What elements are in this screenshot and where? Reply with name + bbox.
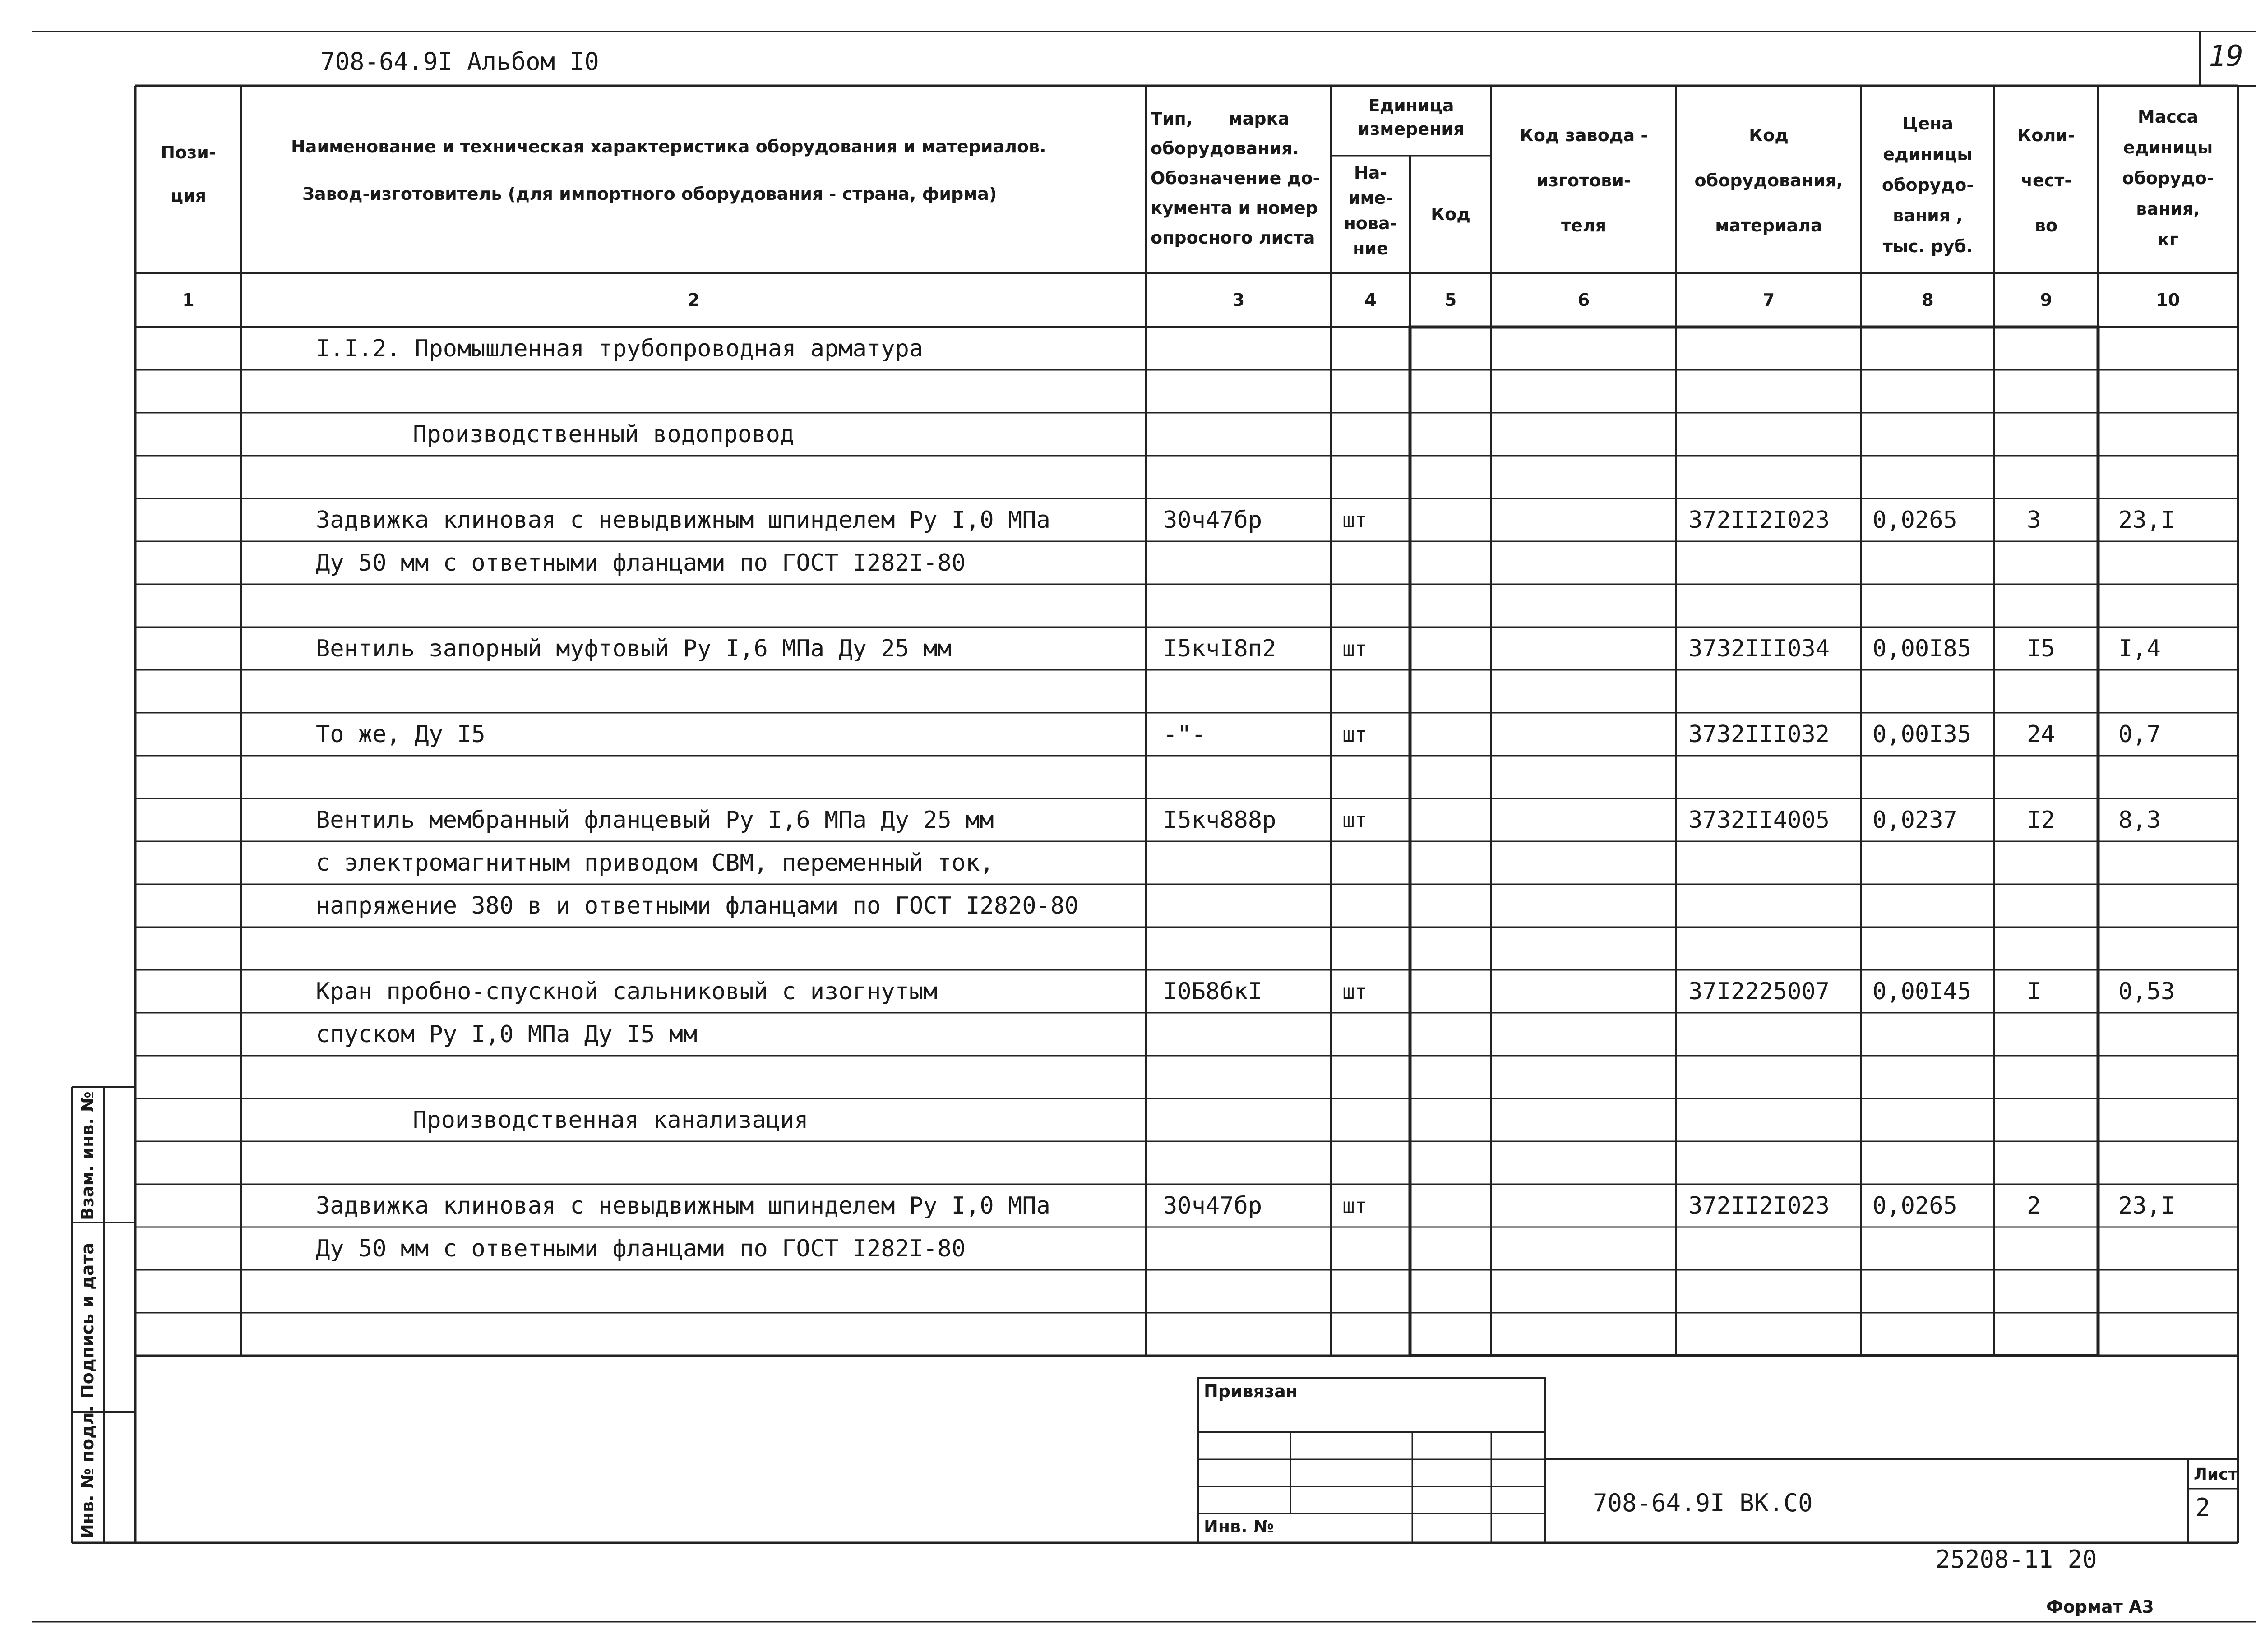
row-quantity — [2027, 756, 2094, 798]
row-price — [1872, 670, 1992, 713]
row-type — [1163, 1098, 1328, 1141]
row-name: Вентиль мембранный фланцевый Ру I,6 МПа Ду 25 мм — [316, 806, 994, 834]
row-type — [1163, 413, 1328, 456]
row-price: 0,0265 — [1872, 1192, 1957, 1219]
row-mass — [2118, 927, 2236, 970]
row-name — [316, 1141, 1205, 1184]
row-unit: шт — [1342, 979, 1368, 1004]
row-quantity — [2027, 1098, 2094, 1141]
row-name: Ду 50 мм с ответными фланцами по ГОСТ I282I-80 — [316, 549, 966, 577]
row-type — [1163, 1141, 1328, 1184]
row-unit: шт — [1342, 808, 1368, 832]
row-type — [1163, 670, 1328, 713]
row-equipment-code — [1688, 327, 1858, 370]
row-type — [1163, 541, 1328, 584]
row-mass — [2118, 670, 2236, 713]
row-price — [1872, 1013, 1992, 1056]
row-type — [1163, 1313, 1328, 1356]
row-type — [1163, 1013, 1328, 1056]
row-price — [1872, 1227, 1992, 1270]
column-number: 1 — [182, 290, 194, 310]
row-quantity: 24 — [2027, 720, 2055, 748]
row-equipment-code — [1688, 841, 1858, 884]
row-price — [1872, 541, 1992, 584]
row-unit — [1342, 884, 1405, 927]
header-equipment-code: Код оборудования, материала — [1694, 125, 1843, 235]
row-quantity: I2 — [2027, 806, 2055, 834]
header-price: Цена единицы оборудо- вания , тыс. руб. — [1882, 114, 1974, 256]
row-price: 0,00I85 — [1872, 635, 1972, 662]
row-unit — [1342, 1098, 1405, 1141]
row-type — [1163, 370, 1328, 413]
row-mass — [2118, 1098, 2236, 1141]
row-quantity — [2027, 370, 2094, 413]
row-quantity — [2027, 670, 2094, 713]
row-unit — [1342, 670, 1405, 713]
row-name: Вентиль запорный муфтовый Ру I,6 МПа Ду 25 мм — [316, 635, 952, 662]
row-name: Задвижка клиновая с невыдвижным шпинделем Ру I,0 МПа — [316, 1192, 1050, 1219]
row-quantity — [2027, 841, 2094, 884]
copy-number: 25208-11 20 — [1936, 1545, 2097, 1574]
row-type: I0Б8бкI — [1163, 978, 1262, 1005]
row-mass — [2118, 884, 2236, 927]
row-name — [316, 370, 1205, 413]
column-number: 9 — [2040, 290, 2053, 310]
row-unit — [1342, 756, 1405, 798]
row-mass — [2118, 413, 2236, 456]
header-quantity: Коли- чест- во — [2017, 125, 2075, 235]
row-equipment-code — [1688, 756, 1858, 798]
row-unit — [1342, 1056, 1405, 1098]
row-equipment-code — [1688, 884, 1858, 927]
row-quantity — [2027, 1227, 2094, 1270]
stamp-privyazan: Привязан — [1204, 1381, 1298, 1401]
row-mass — [2118, 370, 2236, 413]
row-equipment-code — [1688, 927, 1858, 970]
row-name — [316, 456, 1205, 498]
row-mass — [2118, 456, 2236, 498]
row-price — [1872, 1270, 1992, 1313]
row-unit — [1342, 1270, 1405, 1313]
row-mass: I,4 — [2118, 635, 2161, 662]
row-quantity — [2027, 927, 2094, 970]
row-unit — [1342, 1313, 1405, 1356]
row-name — [316, 584, 1205, 627]
column-number: 7 — [1762, 290, 1775, 310]
row-type: 30ч47бр — [1163, 506, 1262, 534]
row-name — [316, 1056, 1205, 1098]
row-price — [1872, 1313, 1992, 1356]
row-mass — [2118, 1270, 2236, 1313]
row-price — [1872, 884, 1992, 927]
row-equipment-code: 3732III034 — [1688, 635, 1830, 662]
column-number: 5 — [1444, 290, 1457, 310]
row-equipment-code: 372II2I023 — [1688, 1192, 1830, 1219]
row-equipment-code: 3732III032 — [1688, 720, 1830, 748]
row-equipment-code — [1688, 370, 1858, 413]
row-unit: шт — [1342, 1193, 1368, 1218]
row-equipment-code — [1688, 456, 1858, 498]
row-price — [1872, 370, 1992, 413]
row-type — [1163, 456, 1328, 498]
row-price — [1872, 1098, 1992, 1141]
row-quantity — [2027, 1270, 2094, 1313]
album-title: 708-64.9I Альбом I0 — [320, 47, 599, 76]
row-equipment-code — [1688, 670, 1858, 713]
row-mass: 23,I — [2118, 506, 2175, 534]
row-name — [316, 756, 1205, 798]
header-name-line1: Наименование и техническая характеристика оборудования и материалов. — [291, 137, 1046, 157]
row-mass — [2118, 1141, 2236, 1184]
row-type — [1163, 884, 1328, 927]
row-unit — [1342, 584, 1405, 627]
stamp-vzam-inv: Взам. инв. № — [78, 1091, 97, 1220]
row-type — [1163, 841, 1328, 884]
row-name: Производственная канализация — [413, 1106, 809, 1134]
row-quantity — [2027, 327, 2094, 370]
row-unit — [1342, 1013, 1405, 1056]
row-type — [1163, 756, 1328, 798]
row-type — [1163, 584, 1328, 627]
row-mass — [2118, 841, 2236, 884]
row-name: Задвижка клиновая с невыдвижным шпинделем Ру I,0 МПа — [316, 506, 1050, 534]
row-quantity — [2027, 1141, 2094, 1184]
row-type — [1163, 1227, 1328, 1270]
column-number: 3 — [1232, 290, 1245, 310]
row-equipment-code — [1688, 1313, 1858, 1356]
row-equipment-code — [1688, 1141, 1858, 1184]
row-price — [1872, 584, 1992, 627]
row-mass — [2118, 756, 2236, 798]
row-unit — [1342, 413, 1405, 456]
stamp-signature-date: Подпись и дата — [78, 1242, 97, 1398]
sheet-number: 19 — [2209, 40, 2244, 73]
row-quantity — [2027, 541, 2094, 584]
row-price — [1872, 841, 1992, 884]
row-unit: шт — [1342, 722, 1368, 747]
row-equipment-code — [1688, 1056, 1858, 1098]
header-unit-group: Единица измерения — [1358, 96, 1465, 139]
row-unit — [1342, 1141, 1405, 1184]
row-price — [1872, 927, 1992, 970]
row-equipment-code — [1688, 1013, 1858, 1056]
row-quantity — [2027, 1056, 2094, 1098]
row-unit — [1342, 327, 1405, 370]
row-unit — [1342, 456, 1405, 498]
row-equipment-code — [1688, 413, 1858, 456]
row-type: I5кч888р — [1163, 806, 1276, 834]
row-type: -"- — [1163, 720, 1206, 748]
document-code: 708-64.9I ВК.С0 — [1593, 1489, 1813, 1517]
row-mass — [2118, 1227, 2236, 1270]
row-mass: 8,3 — [2118, 806, 2161, 834]
row-name: То же, Ду I5 — [316, 720, 485, 748]
row-equipment-code: 3732II4005 — [1688, 806, 1830, 834]
row-equipment-code — [1688, 1227, 1858, 1270]
row-mass: 0,53 — [2118, 978, 2175, 1005]
row-quantity — [2027, 584, 2094, 627]
row-equipment-code: 37I2225007 — [1688, 978, 1830, 1005]
sheet-number-bottom: 2 — [2196, 1493, 2210, 1522]
row-price: 0,0265 — [1872, 506, 1957, 534]
row-mass — [2118, 1313, 2236, 1356]
row-quantity — [2027, 1013, 2094, 1056]
row-quantity: 2 — [2027, 1192, 2041, 1219]
row-equipment-code — [1688, 1098, 1858, 1141]
row-quantity: I5 — [2027, 635, 2055, 662]
header-mass: Масса единицы оборудо- вания, кг — [2122, 107, 2214, 249]
row-name: напряжение 380 в и ответными фланцами по ГОСТ I2820-80 — [316, 892, 1079, 919]
row-equipment-code — [1688, 584, 1858, 627]
stamp-inv-no: Инв. № — [1204, 1517, 1274, 1537]
row-mass — [2118, 1056, 2236, 1098]
row-equipment-code — [1688, 541, 1858, 584]
sheet-label: Лист — [2194, 1465, 2238, 1484]
row-price — [1872, 1056, 1992, 1098]
row-mass — [2118, 327, 2236, 370]
row-price — [1872, 756, 1992, 798]
header-unit-name: На- име- нова- ние — [1344, 163, 1397, 258]
row-unit — [1342, 370, 1405, 413]
row-type: 30ч47бр — [1163, 1192, 1262, 1219]
row-mass — [2118, 1013, 2236, 1056]
row-price — [1872, 327, 1992, 370]
row-quantity — [2027, 456, 2094, 498]
row-unit — [1342, 927, 1405, 970]
paper-format: Формат А3 — [2046, 1597, 2154, 1617]
row-name — [316, 670, 1205, 713]
row-name: Производственный водопровод — [413, 420, 795, 448]
header-unit-code: Код — [1431, 204, 1470, 224]
row-unit: шт — [1342, 508, 1368, 532]
column-number: 6 — [1577, 290, 1590, 310]
row-equipment-code: 372II2I023 — [1688, 506, 1830, 534]
row-name: с электромагнитным приводом СВМ, переменный ток, — [316, 849, 994, 877]
row-price — [1872, 456, 1992, 498]
column-number: 8 — [1922, 290, 1934, 310]
column-number: 4 — [1364, 290, 1377, 310]
row-unit: шт — [1342, 636, 1368, 661]
row-name — [316, 927, 1205, 970]
row-price: 0,00I45 — [1872, 978, 1972, 1005]
row-equipment-code — [1688, 1270, 1858, 1313]
header-type: Тип, марка оборудования. Обозначение до- кумента и номер опросного листа — [1151, 109, 1320, 248]
row-mass: 23,I — [2118, 1192, 2175, 1219]
row-price: 0,0237 — [1872, 806, 1957, 834]
row-name: Кран пробно-спускной сальниковый с изогнутым — [316, 978, 938, 1005]
row-unit — [1342, 541, 1405, 584]
row-name: спуском Ру I,0 МПа Ду I5 мм — [316, 1020, 698, 1048]
row-mass: 0,7 — [2118, 720, 2161, 748]
row-name — [316, 1270, 1205, 1313]
column-number: 2 — [688, 290, 700, 310]
row-name: Ду 50 мм с ответными фланцами по ГОСТ I282I-80 — [316, 1235, 966, 1262]
header-position: Пози- ция — [161, 143, 216, 206]
row-name: I.I.2. Промышленная трубопроводная арматура — [316, 335, 924, 362]
stamp-inv-podl: Инв. № подл. — [78, 1405, 97, 1538]
row-quantity — [2027, 884, 2094, 927]
row-price — [1872, 413, 1992, 456]
row-type — [1163, 1056, 1328, 1098]
row-unit — [1342, 1227, 1405, 1270]
row-quantity: 3 — [2027, 506, 2041, 534]
row-name — [316, 1313, 1205, 1356]
row-price: 0,00I35 — [1872, 720, 1972, 748]
row-price — [1872, 1141, 1992, 1184]
column-number: 10 — [2156, 290, 2180, 310]
row-type: I5кчI8п2 — [1163, 635, 1276, 662]
row-type — [1163, 1270, 1328, 1313]
header-plant-code: Код завода - изготови- теля — [1519, 125, 1648, 235]
row-type — [1163, 927, 1328, 970]
row-quantity — [2027, 413, 2094, 456]
row-type — [1163, 327, 1328, 370]
row-mass — [2118, 541, 2236, 584]
row-unit — [1342, 841, 1405, 884]
header-name-line2: Завод-изготовитель (для импортного оборудования - страна, фирма) — [302, 184, 997, 204]
row-quantity: I — [2027, 978, 2041, 1005]
row-quantity — [2027, 1313, 2094, 1356]
row-mass — [2118, 584, 2236, 627]
